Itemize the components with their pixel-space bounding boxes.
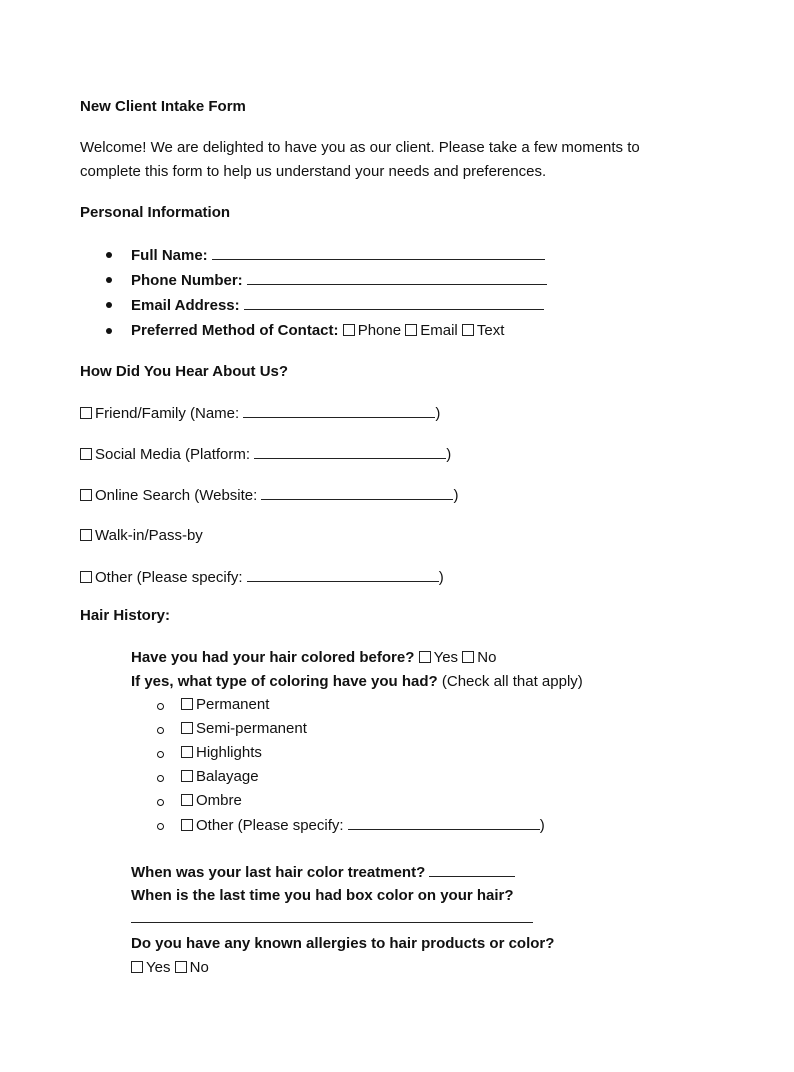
intro-line-1: Welcome! We are delighted to have you as our client. Please take a few moments to xyxy=(80,139,640,156)
checkbox-icon xyxy=(462,324,474,336)
last-treatment-field[interactable] xyxy=(429,863,515,877)
checkbox-icon xyxy=(462,651,474,663)
social-platform-field[interactable] xyxy=(254,445,446,459)
checkbox-icon xyxy=(80,448,92,460)
form-title: New Client Intake Form xyxy=(80,98,246,115)
circle-bullet-icon xyxy=(157,727,164,734)
allergy-no-checkbox[interactable]: No xyxy=(175,959,209,976)
coloring-semi-permanent-checkbox[interactable]: Semi-permanent xyxy=(181,720,307,738)
bullet-icon xyxy=(106,328,112,334)
coloring-other-row: Other (Please specify: ) xyxy=(181,816,545,835)
checkbox-icon xyxy=(131,961,143,973)
bullet-icon xyxy=(106,252,112,258)
checkbox-icon xyxy=(80,407,92,419)
checkbox-icon xyxy=(181,722,193,734)
referral-online-row: Online Search (Website: ) xyxy=(80,486,458,505)
allergy-question: Do you have any known allergies to hair products or color? xyxy=(131,935,555,952)
checkbox-icon xyxy=(419,651,431,663)
referral-other-checkbox[interactable]: Other (Please specify: xyxy=(80,569,243,586)
online-website-field[interactable] xyxy=(261,486,453,500)
coloring-balayage-checkbox[interactable]: Balayage xyxy=(181,768,259,786)
referral-walkin-checkbox[interactable]: Walk-in/Pass-by xyxy=(80,527,203,544)
phone-row xyxy=(131,271,547,290)
phone-field[interactable] xyxy=(247,271,547,285)
coloring-type-row xyxy=(131,673,583,691)
personal-info-heading: Personal Information xyxy=(80,204,231,221)
checkbox-icon xyxy=(80,489,92,501)
checkbox-icon xyxy=(80,571,92,583)
coloring-type-question: If yes, what type of coloring have you had? xyxy=(131,673,438,690)
coloring-other-checkbox[interactable]: Other (Please specify: xyxy=(181,817,344,834)
checkbox-icon xyxy=(181,819,193,831)
box-color-question: When is the last time you had box color on your hair? xyxy=(131,887,514,904)
contact-method-label: Preferred Method of Contact: xyxy=(131,322,339,339)
checkbox-icon xyxy=(181,770,193,782)
full-name-row xyxy=(131,246,545,265)
intro-line-2: complete this form to help us understand your needs and preferences. xyxy=(80,163,547,180)
hair-history-heading: Hair History: xyxy=(80,607,171,624)
hair-colored-yes-checkbox[interactable]: Yes xyxy=(419,649,458,666)
hair-colored-row xyxy=(131,649,496,667)
checkbox-icon xyxy=(181,794,193,806)
full-name-label: Full Name: xyxy=(131,247,208,264)
referral-other-row: Other (Please specify: ) xyxy=(80,568,444,587)
contact-phone-checkbox[interactable]: Phone xyxy=(343,322,401,339)
allergy-row xyxy=(131,959,209,977)
last-treatment-question: When was your last hair color treatment? xyxy=(131,864,426,881)
allergy-yes-checkbox[interactable]: Yes xyxy=(131,959,170,976)
referral-walkin-row xyxy=(80,527,203,545)
referral-social-checkbox[interactable]: Social Media (Platform: xyxy=(80,446,250,463)
email-row xyxy=(131,296,544,315)
hair-colored-question: Have you had your hair colored before? xyxy=(131,649,415,666)
phone-label: Phone Number: xyxy=(131,272,243,289)
checkbox-icon xyxy=(80,529,92,541)
checkbox-icon xyxy=(343,324,355,336)
referral-other-field[interactable] xyxy=(247,568,439,582)
circle-bullet-icon xyxy=(157,823,164,830)
circle-bullet-icon xyxy=(157,775,164,782)
referral-friend-row: Friend/Family (Name: ) xyxy=(80,404,440,423)
circle-bullet-icon xyxy=(157,751,164,758)
referral-online-checkbox[interactable]: Online Search (Website: xyxy=(80,487,257,504)
box-color-field[interactable] xyxy=(131,922,533,923)
circle-bullet-icon xyxy=(157,799,164,806)
full-name-field[interactable] xyxy=(212,246,545,260)
coloring-ombre-checkbox[interactable]: Ombre xyxy=(181,792,242,810)
coloring-other-field[interactable] xyxy=(348,816,540,830)
referral-heading: How Did You Hear About Us? xyxy=(80,363,289,380)
checkbox-icon xyxy=(181,698,193,710)
coloring-permanent-checkbox[interactable]: Permanent xyxy=(181,696,269,714)
checkbox-icon xyxy=(181,746,193,758)
contact-method-row xyxy=(131,322,504,340)
bullet-icon xyxy=(106,302,112,308)
email-field[interactable] xyxy=(244,296,544,310)
coloring-type-note: (Check all that apply) xyxy=(441,673,583,690)
checkbox-icon xyxy=(405,324,417,336)
checkbox-icon xyxy=(175,961,187,973)
contact-text-checkbox[interactable]: Text xyxy=(462,322,505,339)
referral-social-row: Social Media (Platform: ) xyxy=(80,445,451,464)
hair-colored-no-checkbox[interactable]: No xyxy=(462,649,496,666)
email-label: Email Address: xyxy=(131,297,240,314)
bullet-icon xyxy=(106,277,112,283)
friend-name-field[interactable] xyxy=(243,404,435,418)
contact-email-checkbox[interactable]: Email xyxy=(405,322,458,339)
referral-friend-checkbox[interactable]: Friend/Family (Name: xyxy=(80,405,239,422)
circle-bullet-icon xyxy=(157,703,164,710)
last-treatment-row xyxy=(131,863,515,882)
coloring-highlights-checkbox[interactable]: Highlights xyxy=(181,744,262,762)
